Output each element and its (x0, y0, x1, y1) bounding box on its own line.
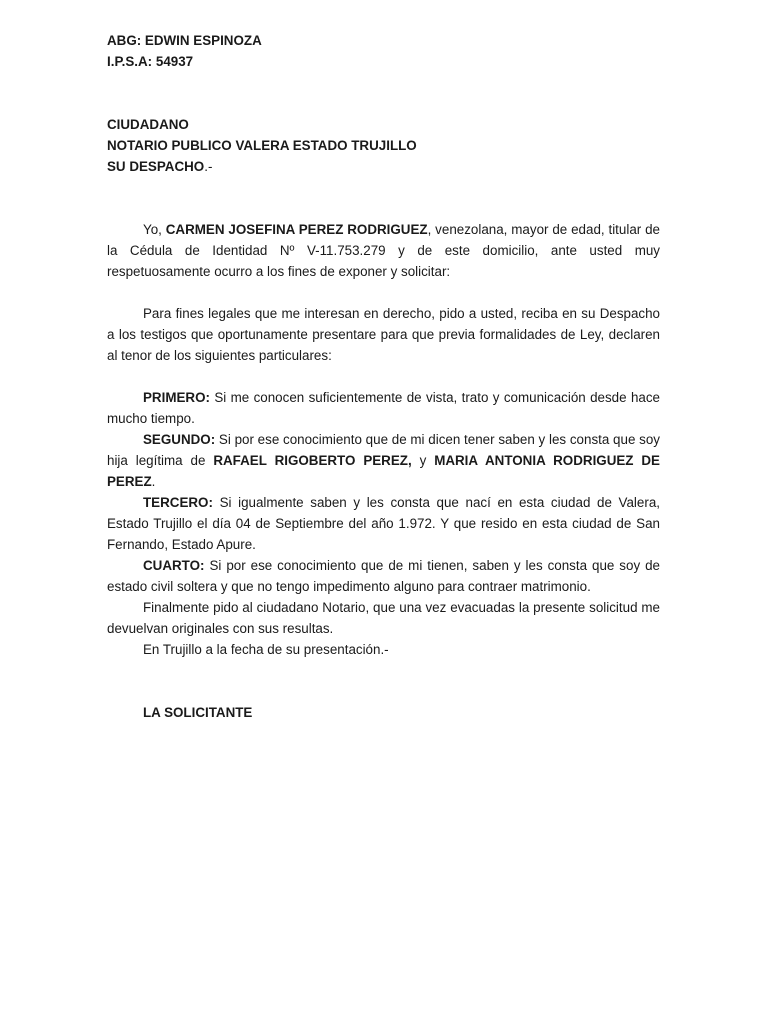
item-tercero-text: Si igualmente saben y les consta que nací en esta ciudad de Valera, Estado Trujillo el día 04 de Septiembre del año 1.972. Y que resido en esta ciudad de San Fernando, Estado Apure. (107, 495, 660, 552)
item-segundo-text: Si por ese conocimiento que de mi dicen tener saben y les consta que soy hija legítima de (107, 432, 660, 468)
item-primero-label: PRIMERO: (143, 390, 210, 405)
intro-post: , venezolana, mayor de edad, titular de la Cédula de Identidad Nº V-11.753.279 y de este domicilio, ante usted muy respetuosamente ocurro a los fines de exponer y solicitar: (107, 222, 660, 279)
intro-pre: Yo, (143, 222, 166, 237)
item-tercero (107, 492, 660, 555)
item-segundo-end: . (151, 474, 156, 489)
item-tercero-label: TERCERO: (143, 495, 213, 510)
recipient-line-3-text: SU DESPACHO (107, 159, 205, 174)
intro-paragraph (107, 219, 660, 282)
recipient-line-1: CIUDADANO (107, 117, 189, 132)
father-name: RAFAEL RIGOBERTO PEREZ, (213, 453, 412, 468)
item-cuarto (107, 555, 660, 597)
lawyer-ipsa-number: I.P.S.A: 54937 (107, 54, 194, 69)
item-segundo-label: SEGUNDO: (143, 432, 216, 447)
item-primero (107, 387, 660, 429)
document-body (107, 30, 660, 723)
lawyer-name: ABG: EDWIN ESPINOZA (107, 33, 262, 48)
item-cuarto-text: Si por ese conocimiento que de mi tienen, saben y les consta que soy de estado civil soltera y que no tengo impedimento alguno para contraer matrimonio. (107, 558, 660, 594)
signature-label: LA SOLICITANTE (143, 705, 253, 720)
mother-name: MARIA ANTONIA RODRIGUEZ DE PEREZ (107, 453, 660, 489)
applicant-name: CARMEN JOSEFINA PEREZ RODRIGUEZ (165, 222, 428, 237)
recipient-line-3 (107, 156, 660, 177)
item-segundo (107, 429, 660, 492)
request-paragraph: Para fines legales que me interesan en derecho, pido a usted, reciba en su Despacho a los testigos que oportunamente presentare para que previa formalidades de Ley, declaren al tenor de los siguientes particulares: (107, 306, 660, 363)
item-segundo-and: y (411, 453, 435, 468)
recipient-line-2: NOTARIO PUBLICO VALERA ESTADO TRUJILLO (107, 138, 417, 153)
recipient-line-3-suffix: .- (204, 159, 213, 174)
closing-place-date: En Trujillo a la fecha de su presentación.- (143, 642, 389, 657)
item-primero-text: Si me conocen suficientemente de vista, trato y comunicación desde hace mucho tiempo. (107, 390, 660, 426)
closing-request: Finalmente pido al ciudadano Notario, que una vez evacuadas la presente solicitud me devuelvan originales con sus resultas. (107, 600, 660, 636)
item-cuarto-label: CUARTO: (143, 558, 205, 573)
